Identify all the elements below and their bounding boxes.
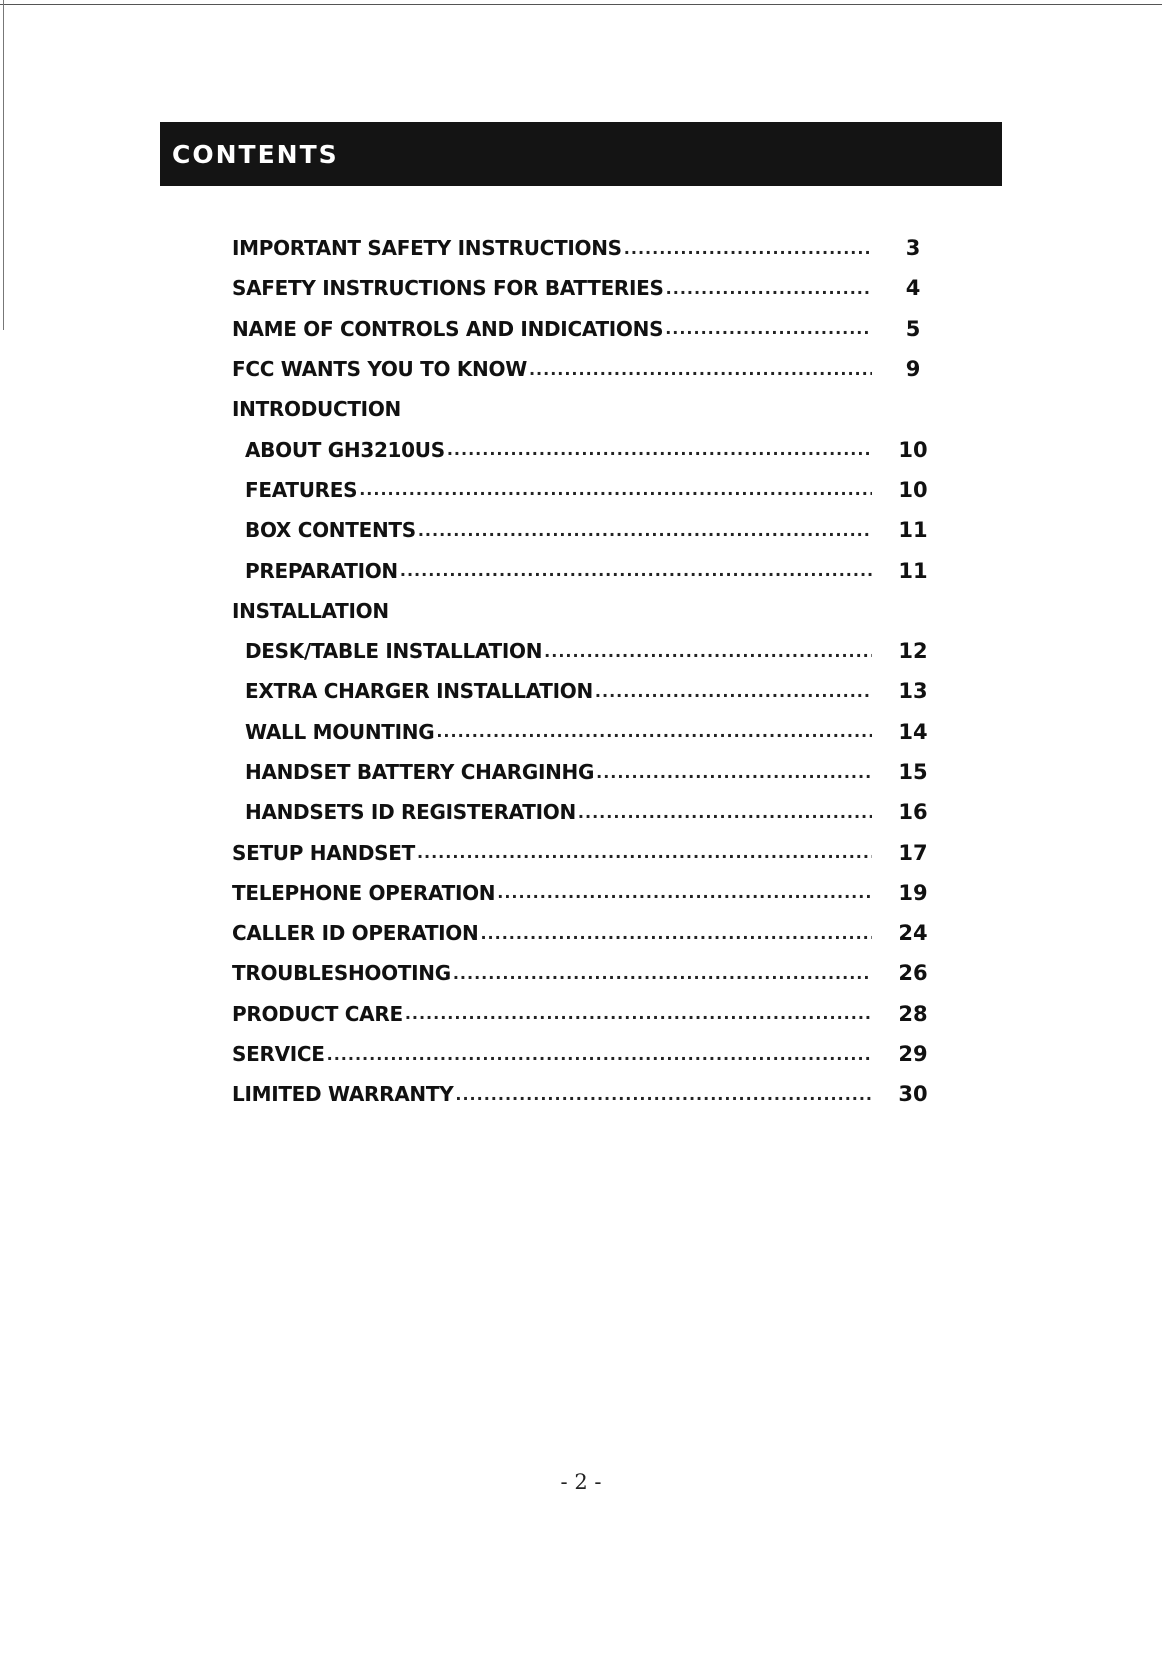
toc-dot-leader	[455, 1085, 872, 1104]
toc-entry-page: 30	[898, 1082, 928, 1107]
contents-header-bar	[160, 122, 1002, 186]
toc-entry-features	[232, 470, 932, 510]
toc-entry-page: 10	[898, 477, 928, 502]
toc-entry-page: 29	[898, 1042, 928, 1067]
toc-entry-fcc-wants-you-to-know	[232, 349, 932, 389]
toc-entry-title: CALLER ID OPERATION	[232, 921, 479, 946]
toc-entry-handset-battery-charging	[232, 752, 932, 792]
toc-entry-page: 11	[898, 518, 928, 543]
toc-dot-leader	[436, 722, 872, 741]
scan-edge-top	[0, 4, 1162, 5]
toc-dot-leader	[596, 763, 872, 782]
toc-entry-title: FEATURES	[245, 477, 358, 502]
toc-dot-leader	[405, 1004, 872, 1023]
toc-dot-leader	[497, 883, 872, 902]
toc-entry-handsets-id-registration	[232, 792, 932, 832]
toc-entry-limited-warranty	[232, 1074, 932, 1114]
toc-entry-page: 19	[898, 880, 928, 905]
toc-dot-leader	[480, 924, 872, 943]
toc-entry-extra-charger-installation	[232, 671, 932, 711]
toc-entry-title: NAME OF CONTROLS AND INDICATIONS	[232, 316, 664, 341]
toc-entry-title: DESK/TABLE INSTALLATION	[245, 639, 543, 664]
toc-dot-leader	[447, 440, 872, 459]
scan-edge-left	[3, 0, 4, 330]
toc-entry-title: EXTRA CHARGER INSTALLATION	[245, 679, 593, 704]
toc-dot-leader	[665, 319, 872, 338]
toc-entry-title: FCC WANTS YOU TO KNOW	[232, 357, 527, 382]
toc-section-installation	[232, 591, 932, 631]
toc-dot-leader	[327, 1045, 872, 1064]
toc-entry-title: PREPARATION	[245, 558, 398, 583]
toc-entry-title: SETUP HANDSET	[232, 840, 415, 865]
toc-dot-leader	[359, 480, 872, 499]
toc-entry-setup-handset	[232, 832, 932, 872]
toc-entry-page: 11	[898, 558, 928, 583]
toc-entry-page: 5	[905, 316, 921, 341]
toc-entry-page: 28	[898, 1001, 928, 1026]
toc-entry-title: WALL MOUNTING	[245, 719, 435, 744]
toc-entry-page: 12	[898, 639, 928, 664]
toc-entry-page: 13	[898, 679, 928, 704]
toc-dot-leader	[400, 561, 872, 580]
toc-entry-page: 9	[905, 357, 921, 382]
toc-entry-page: 15	[898, 760, 928, 784]
toc-entry-title: TELEPHONE OPERATION	[232, 880, 496, 905]
toc-entry-title: HANDSETS ID REGISTERATION	[245, 800, 576, 825]
table-of-contents	[232, 228, 932, 1115]
toc-entry-title: SERVICE	[232, 1042, 325, 1067]
toc-entry-page: 16	[898, 800, 928, 825]
toc-dot-leader	[666, 279, 872, 298]
toc-entry-title: SAFETY INSTRUCTIONS FOR BATTERIES	[232, 276, 664, 301]
toc-entry-page: 4	[905, 276, 921, 301]
toc-section-title: INTRODUCTION	[232, 397, 401, 422]
toc-entry-title: LIMITED WARRANTY	[232, 1082, 454, 1107]
toc-entry-page: 10	[898, 437, 928, 462]
toc-entry-title: IMPORTANT SAFETY INSTRUCTIONS	[232, 236, 622, 261]
toc-entry-preparation	[232, 550, 932, 590]
toc-entry-name-of-controls	[232, 309, 932, 349]
toc-entry-title: BOX CONTENTS	[245, 518, 416, 543]
toc-dot-leader	[578, 803, 872, 822]
toc-dot-leader	[418, 521, 872, 540]
toc-entry-page: 26	[898, 961, 928, 986]
toc-entry-caller-id-operation	[232, 913, 932, 953]
toc-dot-leader	[624, 239, 872, 258]
toc-dot-leader	[453, 964, 872, 983]
toc-section-title: INSTALLATION	[232, 598, 389, 623]
toc-dot-leader	[529, 360, 872, 379]
page-title: CONTENTS	[172, 139, 339, 169]
toc-entry-about-gh3210us	[232, 429, 932, 469]
toc-entry-box-contents	[232, 510, 932, 550]
toc-entry-title: HANDSET BATTERY CHARGINHG	[245, 760, 595, 784]
toc-dot-leader	[544, 642, 872, 661]
page-number: - 2 -	[560, 1470, 602, 1494]
toc-entry-service	[232, 1034, 932, 1074]
toc-dot-leader	[417, 843, 872, 862]
toc-entry-telephone-operation	[232, 873, 932, 913]
toc-entry-page: 14	[898, 719, 928, 744]
toc-entry-wall-mounting	[232, 712, 932, 752]
toc-entry-desk-table-installation	[232, 631, 932, 671]
toc-entry-page: 17	[898, 840, 928, 865]
toc-entry-title: PRODUCT CARE	[232, 1001, 403, 1026]
toc-entry-safety-instructions-batteries	[232, 268, 932, 308]
toc-section-introduction	[232, 389, 932, 429]
toc-entry-title: TROUBLESHOOTING	[232, 961, 451, 986]
toc-entry-troubleshooting	[232, 953, 932, 993]
toc-dot-leader	[595, 682, 872, 701]
toc-entry-important-safety-instructions	[232, 228, 932, 268]
toc-entry-page: 24	[898, 921, 928, 946]
toc-entry-page: 3	[905, 236, 921, 261]
toc-entry-title: ABOUT GH3210US	[245, 437, 445, 462]
toc-entry-product-care	[232, 994, 932, 1034]
